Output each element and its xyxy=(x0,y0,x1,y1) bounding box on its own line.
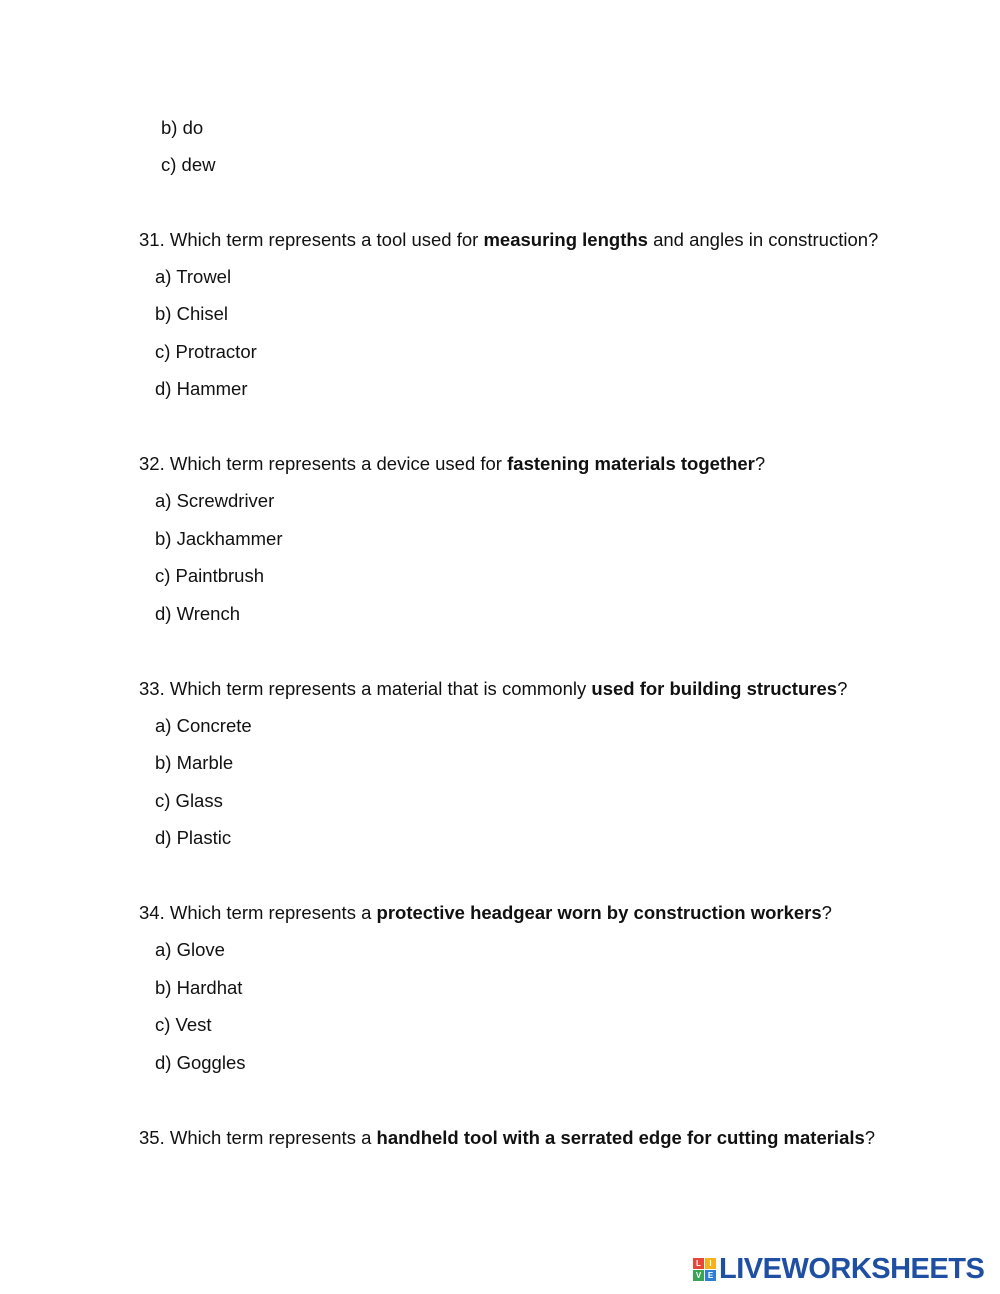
liveworksheets-logo xyxy=(693,1254,984,1284)
liveworksheets-icon xyxy=(693,1258,716,1281)
question-32-emphasis: fastening materials together xyxy=(507,453,755,474)
question-34-text: 34. Which term represents a xyxy=(139,902,377,923)
q32-option-b: b) Jackhammer xyxy=(155,528,283,549)
q34-option-d: d) Goggles xyxy=(155,1052,246,1073)
brand-name: LIVEWORKSHEETS xyxy=(719,1252,985,1285)
q31-option-b: b) Chisel xyxy=(155,303,228,324)
question-31-text: 31. Which term represents a tool used for xyxy=(139,229,484,250)
q33-option-a: a) Concrete xyxy=(155,715,252,736)
question-35 xyxy=(139,1127,875,1149)
question-35-emphasis: handheld tool with a serrated edge for cutting materials xyxy=(376,1127,865,1148)
q34-option-a: a) Glove xyxy=(155,939,225,960)
question-34-text-end: ? xyxy=(821,902,832,923)
q34-option-b: b) Hardhat xyxy=(155,977,243,998)
question-32-text-end: ? xyxy=(754,453,766,474)
q34-option-c: c) Vest xyxy=(155,1014,212,1035)
q31-option-a: a) Trowel xyxy=(155,266,232,287)
q31-option-c: c) Protractor xyxy=(155,341,257,362)
question-33-text: 33. Which term represents a material that is commonly xyxy=(139,678,592,699)
option-b-do: b) do xyxy=(161,117,204,138)
question-34-emphasis: protective headgear worn by construction workers xyxy=(376,902,822,923)
q33-option-c: c) Glass xyxy=(155,790,223,811)
question-33-emphasis: used for building structures xyxy=(591,678,838,699)
question-34 xyxy=(139,902,832,924)
logo-tile-l: L xyxy=(693,1258,704,1269)
option-c-dew: c) dew xyxy=(161,154,216,175)
q32-option-d: d) Wrench xyxy=(155,603,240,624)
q31-option-d: d) Hammer xyxy=(155,378,248,399)
question-33-text-end: ? xyxy=(837,678,848,699)
q33-option-b: b) Marble xyxy=(155,752,234,773)
q32-option-a: a) Screwdriver xyxy=(155,490,275,511)
question-31 xyxy=(139,229,878,251)
question-33 xyxy=(139,678,847,700)
q32-option-c: c) Paintbrush xyxy=(155,565,264,586)
logo-tile-v: V xyxy=(693,1270,704,1281)
logo-tile-i: I xyxy=(705,1258,716,1269)
question-31-text-end: and angles in construction? xyxy=(647,229,879,250)
question-35-text: 35. Which term represents a xyxy=(139,1127,377,1148)
q33-option-d: d) Plastic xyxy=(155,827,232,848)
logo-tile-e: E xyxy=(705,1270,716,1281)
question-31-emphasis: measuring lengths xyxy=(483,229,648,250)
question-35-text-end: ? xyxy=(864,1127,876,1148)
question-32 xyxy=(139,453,765,475)
question-32-text: 32. Which term represents a device used for xyxy=(139,453,508,474)
